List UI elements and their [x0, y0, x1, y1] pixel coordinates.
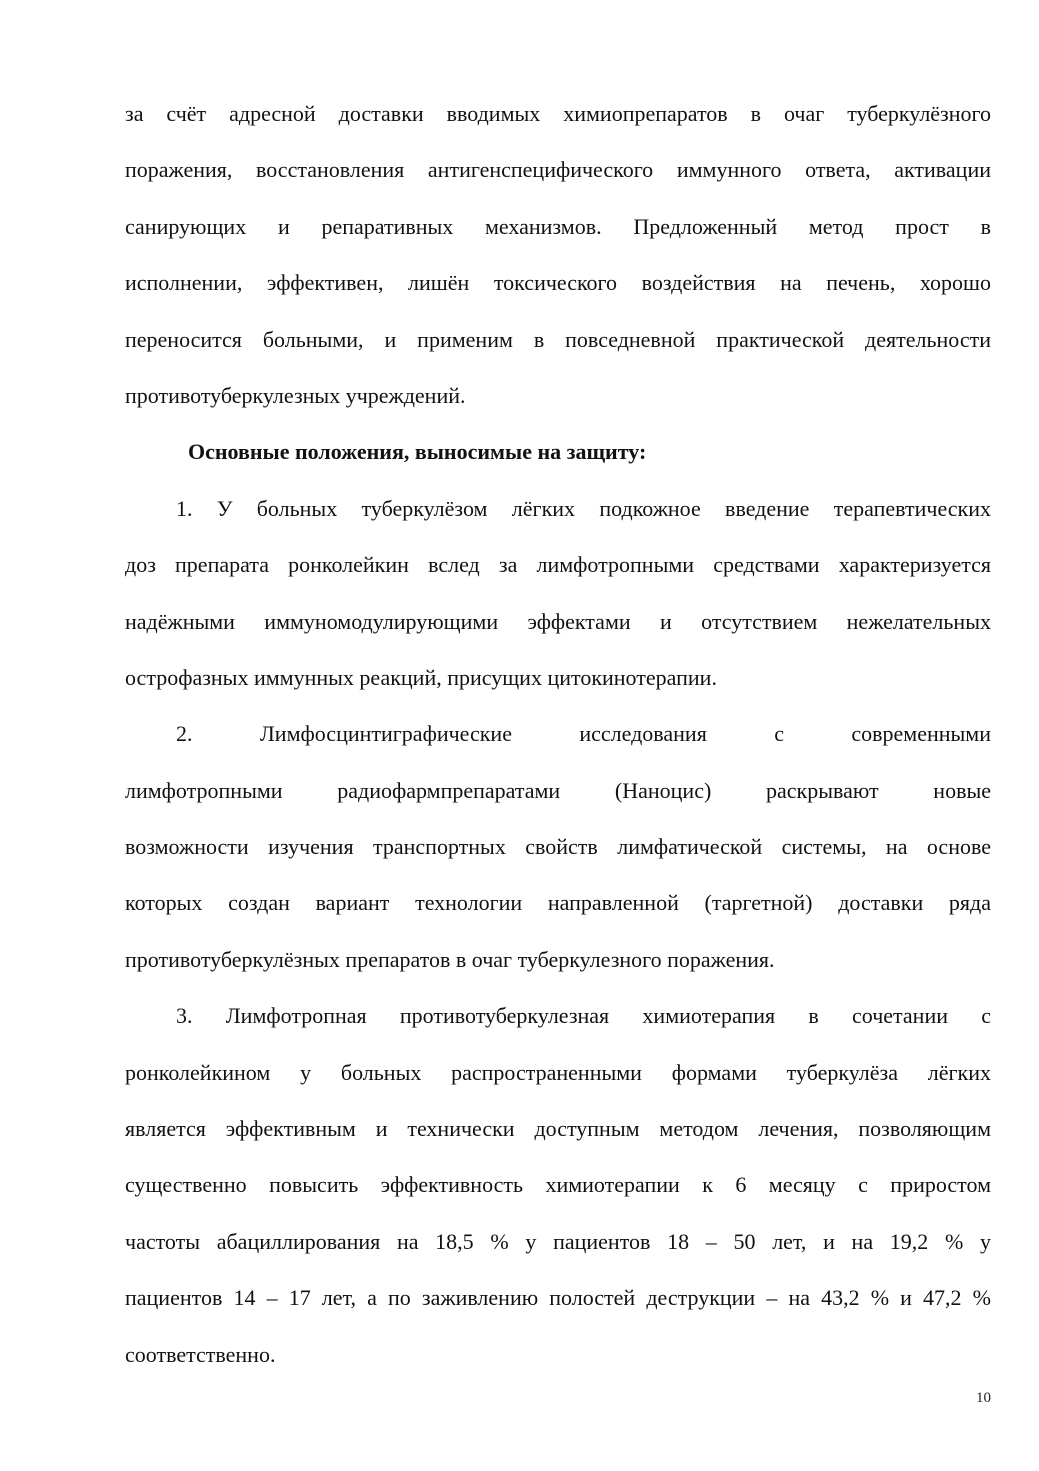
- text-line: является эффективным и технически доступным методом лечения, позволяющим: [125, 1116, 991, 1142]
- text-line: надёжными иммуномодулирующими эффектами и отсутствием нежелательных: [125, 608, 991, 634]
- text-line: существенно повысить эффективность химиотерапии к 6 месяцу с приростом: [125, 1172, 991, 1198]
- list-item-2: [125, 706, 991, 988]
- text-line: за счёт адресной доставки вводимых химиопрепаратов в очаг туберкулёзного: [125, 101, 991, 126]
- page-number: 10: [976, 1390, 991, 1406]
- document-page: [125, 86, 991, 1383]
- text-line: поражения, восстановления антигенспецифического иммунного ответа, активации: [125, 157, 991, 183]
- text-line: 1. У больных туберкулёзом лёгких подкожное введение терапевтических: [176, 495, 991, 521]
- text-line: лимфотропными радиофармпрепаратами (Наноцис) раскрывают новые: [125, 777, 991, 803]
- text-line: которых создан вариант технологии направленной (таргетной) доставки ряда: [125, 890, 991, 916]
- text-line: 3. Лимфотропная противотуберкулезная химиотерапия в сочетании с: [176, 1003, 991, 1029]
- text-line: доз препарата ронколейкин вслед за лимфотропными средствами характеризуется: [125, 552, 991, 578]
- text-line: пациентов 14 – 17 лет, а по заживлению полостей деструкции – на 43,2 % и 47,2 %: [125, 1285, 991, 1311]
- text-line: противотуберкулезных учреждений.: [125, 382, 466, 408]
- text-line: острофазных иммунных реакций, присущих цитокинотерапии.: [125, 664, 717, 690]
- text-line: ронколейкином у больных распространенными формами туберкулёза лёгких: [125, 1059, 991, 1085]
- text-line: санирующих и репаративных механизмов. Предложенный метод прост в: [125, 213, 991, 239]
- text-line: исполнении, эффективен, лишён токсического воздействия на печень, хорошо: [125, 270, 991, 296]
- text-line: соответственно.: [125, 1341, 276, 1367]
- list-item-3: [125, 988, 991, 1383]
- text-line: возможности изучения транспортных свойств лимфатической системы, на основе: [125, 834, 991, 860]
- list-item-1: [125, 481, 991, 707]
- text-line: противотуберкулёзных препаратов в очаг туберкулезного поражения.: [125, 946, 775, 972]
- text-line: переносится больными, и применим в повседневной практической деятельности: [125, 326, 991, 352]
- text-line: 2. Лимфосцинтиграфические исследования с современными: [176, 721, 991, 747]
- paragraph-intro: [125, 86, 991, 424]
- text-line: частоты абациллирования на 18,5 % у пациентов 18 – 50 лет, и на 19,2 % у: [125, 1228, 991, 1254]
- section-heading: Основные положения, выносимые на защиту:: [188, 439, 647, 465]
